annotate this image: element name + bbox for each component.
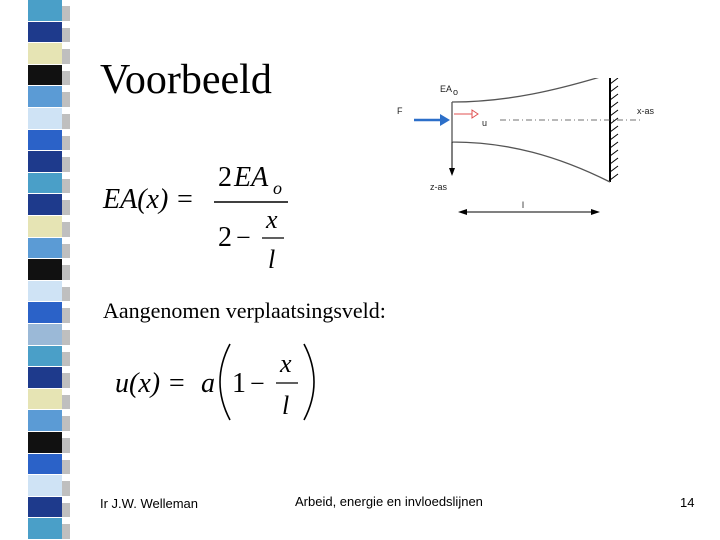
stripe-shadow xyxy=(62,308,70,323)
stripe-block xyxy=(28,151,62,172)
stripe-shadow xyxy=(62,352,70,367)
formula-lhs: EA(x) = xyxy=(103,184,195,215)
stripe-block xyxy=(28,281,62,302)
formula-lhs: u(x) = xyxy=(115,368,186,399)
page-number: 14 xyxy=(680,495,695,510)
z-axis-arrowhead xyxy=(449,168,455,176)
stripe-shadow xyxy=(62,6,70,21)
bar-diagram xyxy=(388,78,672,216)
stripe-block xyxy=(28,346,62,367)
left-paren xyxy=(220,344,230,420)
stripe-shadow xyxy=(62,481,70,496)
stripe-shadow xyxy=(62,28,70,43)
stripe-block xyxy=(28,518,62,539)
formula-a: a xyxy=(201,368,215,399)
z-axis-label: z-as xyxy=(430,182,448,192)
stiffness-label: EA xyxy=(440,84,453,94)
stripe-shadow xyxy=(62,438,70,453)
x-axis-label: x-as xyxy=(637,106,655,116)
length-arrow-right xyxy=(591,209,600,215)
stripe-block xyxy=(28,475,62,496)
stripe-shadow xyxy=(62,524,70,539)
stripe-block xyxy=(28,389,62,410)
fixed-support-hatching xyxy=(610,78,618,180)
formula-den-minus: − xyxy=(236,223,251,252)
formula-l: l xyxy=(282,391,290,420)
stripe-shadow xyxy=(62,503,70,518)
length-arrow-left xyxy=(458,209,467,215)
tapered-bar-outline xyxy=(452,78,610,182)
stripe-shadow xyxy=(62,373,70,388)
stripe-block xyxy=(28,0,62,21)
stripe-shadow xyxy=(62,416,70,431)
stripe-block xyxy=(28,497,62,518)
section-heading: Aangenomen verplaatsingsveld: xyxy=(103,298,386,323)
stripe-block xyxy=(28,130,62,151)
force-label: F xyxy=(397,106,403,116)
stripe-shadow xyxy=(62,244,70,259)
stripe-block xyxy=(28,43,62,64)
stripe-block xyxy=(28,108,62,129)
stripe-block xyxy=(28,194,62,215)
stripe-shadow xyxy=(62,330,70,345)
stripe-shadow xyxy=(62,265,70,280)
formula-num-coef: 2 xyxy=(218,162,232,193)
footer-author: Ir J.W. Welleman xyxy=(100,496,199,511)
stripe-shadow xyxy=(62,395,70,410)
stripe-block xyxy=(28,22,62,43)
displacement-label: u xyxy=(482,118,488,128)
formula-den-two: 2 xyxy=(218,222,232,253)
slide-title: Voorbeeld xyxy=(100,57,272,103)
formula-one: 1 xyxy=(232,368,246,399)
formula-num-var: EA xyxy=(234,162,269,193)
stripe-shadow xyxy=(62,114,70,129)
stripe-shadow xyxy=(62,222,70,237)
stripe-block xyxy=(28,173,62,194)
stripe-shadow xyxy=(62,49,70,64)
formula-den-l: l xyxy=(268,245,276,274)
force-arrowhead xyxy=(440,114,450,126)
stripe-block xyxy=(28,65,62,86)
stiffness-formula xyxy=(100,158,300,278)
footer-course: Arbeid, energie en invloedslijnen xyxy=(295,494,483,509)
stripe-block xyxy=(28,454,62,475)
stripe-block xyxy=(28,432,62,453)
stripe-shadow xyxy=(62,287,70,302)
formula-num-sub: o xyxy=(273,178,282,198)
stripe-block xyxy=(28,216,62,237)
stripe-shadow xyxy=(62,200,70,215)
stripe-block xyxy=(28,302,62,323)
stripe-block xyxy=(28,367,62,388)
right-paren xyxy=(304,344,314,420)
formula-x: x xyxy=(280,349,292,378)
stripe-block xyxy=(28,324,62,345)
stripe-shadow xyxy=(62,179,70,194)
stripe-shadow xyxy=(62,92,70,107)
formula-minus: − xyxy=(250,369,265,398)
formula-den-x: x xyxy=(266,205,278,234)
stripe-shadow xyxy=(62,71,70,86)
stripe-shadow xyxy=(62,157,70,172)
stiffness-subscript: o xyxy=(453,87,459,97)
displacement-formula xyxy=(112,338,322,428)
stripe-block xyxy=(28,238,62,259)
stripe-block xyxy=(28,259,62,280)
stripe-shadow xyxy=(62,460,70,475)
stripe-block xyxy=(28,86,62,107)
stripe-block xyxy=(28,410,62,431)
stripe-shadow xyxy=(62,136,70,151)
decorative-stripe xyxy=(28,0,70,540)
length-label: l xyxy=(522,200,524,210)
u-arrowhead xyxy=(472,110,478,118)
